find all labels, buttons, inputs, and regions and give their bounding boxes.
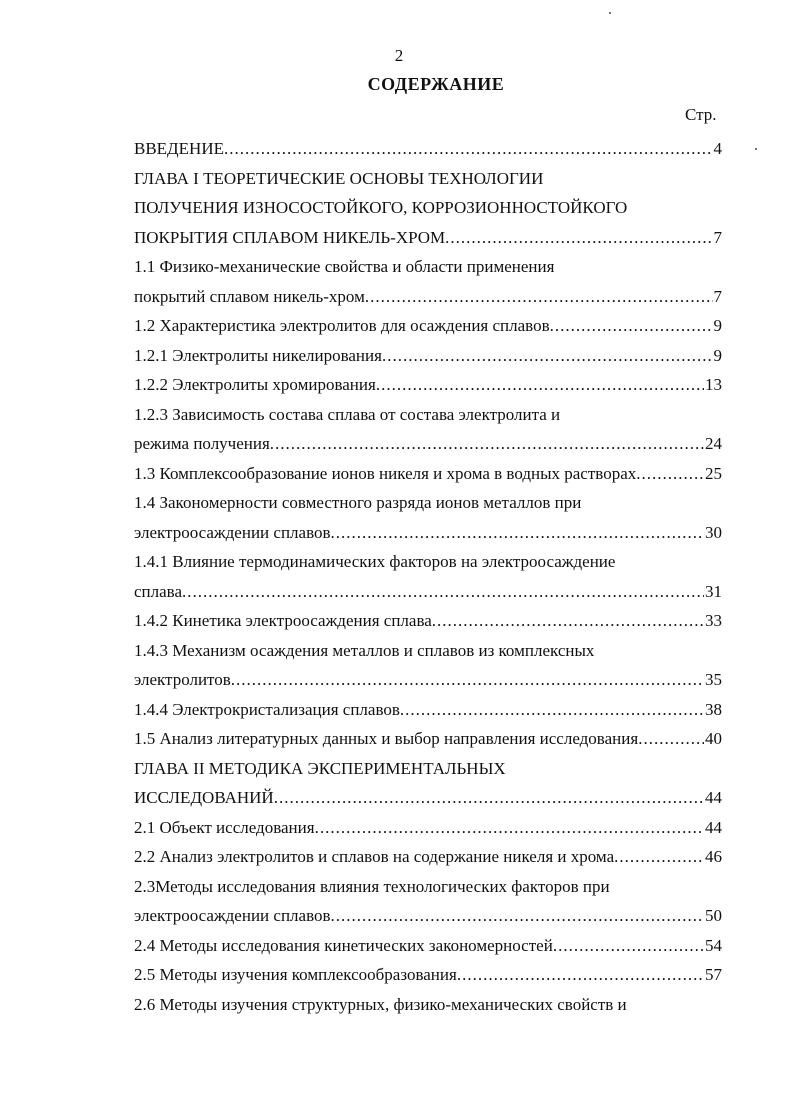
toc-entry-text: ПОКРЫТИЯ СПЛАВОМ НИКЕЛЬ-ХРОМ <box>134 227 446 247</box>
toc-entry-text: 2.6 Методы изучения структурных, физико-механических свойств и <box>134 994 627 1014</box>
toc-entry <box>134 164 722 194</box>
toc-entry-text: ИССЛЕДОВАНИЙ <box>134 788 274 807</box>
toc-entry <box>134 960 722 990</box>
toc-page-number: 44 <box>705 788 722 807</box>
toc-entry-text: 1.4.2 Кинетика электроосаждения сплава <box>134 611 432 630</box>
toc-entry <box>134 606 722 636</box>
toc-entry-text: 1.2.1 Электролиты никелирования <box>134 345 382 365</box>
page-title: СОДЕРЖАНИЕ <box>367 74 505 94</box>
dot-leader <box>270 429 704 459</box>
toc-entry-text: 1.2.3 Зависимость состава сплава от состава электролита и <box>134 404 561 424</box>
toc-entry-text: 1.2.2 Электролиты хромирования <box>134 375 376 394</box>
toc-entry <box>134 724 722 754</box>
dot-leader <box>432 606 704 636</box>
toc-entry-text: 1.3 Комплексообразование ионов никеля и хрома в водных растворах <box>134 463 637 483</box>
toc-entry-text: 1.5 Анализ литературных данных и выбор направления исследования <box>134 729 639 748</box>
toc-page-number: 33 <box>705 611 722 630</box>
dot-leader <box>638 724 704 754</box>
toc-entry <box>134 577 722 607</box>
toc-entry <box>134 488 722 518</box>
toc-entry <box>134 429 722 459</box>
scan-speck <box>609 12 611 14</box>
toc-entry <box>134 901 722 931</box>
toc-entry <box>134 695 722 725</box>
toc-entry <box>134 134 722 164</box>
toc-entry <box>134 282 722 312</box>
toc-entry-text: 1.4.1 Влияние термодинамических факторов на электроосаждение <box>134 552 616 571</box>
toc-entry <box>134 813 722 843</box>
toc-entry-text: электроосаждении сплавов <box>134 906 331 925</box>
toc-entry-text: 1.1 Физико-механические свойства и области применения <box>134 257 555 276</box>
toc-page-number: 35 <box>705 670 722 689</box>
toc-entry <box>134 783 722 813</box>
toc-entry <box>134 341 722 371</box>
dot-leader <box>400 695 704 725</box>
toc-entry-text: 1.4.4 Электрокристализация сплавов <box>134 699 400 719</box>
toc-page-number: 24 <box>705 434 722 453</box>
page-number: 2 <box>394 46 404 65</box>
dot-leader <box>331 901 704 931</box>
toc-entry <box>134 931 722 961</box>
toc-entry <box>134 754 722 784</box>
toc-entry-text: 2.4 Методы исследования кинетических закономерностей <box>134 935 553 955</box>
dot-leader <box>382 341 713 371</box>
toc-entry-text: ВВЕДЕНИЕ <box>134 139 224 158</box>
dot-leader <box>550 311 713 341</box>
toc-page-number: 30 <box>705 522 722 542</box>
toc-entry <box>134 252 722 282</box>
toc-page-number: 50 <box>705 906 722 925</box>
toc-page-number: 44 <box>705 817 722 837</box>
toc-entry <box>134 370 722 400</box>
toc-entry-text: покрытий сплавом никель-хром <box>134 286 365 306</box>
toc-entry-text: режима получения <box>134 434 270 453</box>
toc-entry <box>134 193 722 223</box>
toc-entry-text: ПОЛУЧЕНИЯ ИЗНОСОСТОЙКОГО, КОРРОЗИОННОСТОЙКОГО <box>134 198 628 217</box>
dot-leader <box>274 783 704 813</box>
table-of-contents <box>134 134 722 1019</box>
toc-entry-text: 2.2 Анализ электролитов и сплавов на содержание никеля и хрома <box>134 847 615 866</box>
toc-entry-text: 2.5 Методы изучения комплексообразования <box>134 965 457 984</box>
dot-leader <box>224 134 713 164</box>
toc-entry-text: 2.3Методы исследования влияния технологических факторов при <box>134 876 610 896</box>
toc-entry-text: электроосаждении сплавов <box>134 522 331 542</box>
toc-entry <box>134 518 722 548</box>
toc-entry-text: 1.4.3 Механизм осаждения металлов и сплавов из комплексных <box>134 640 595 660</box>
toc-page-number: 13 <box>705 375 722 394</box>
dot-leader <box>365 282 713 312</box>
toc-entry-text: 1.4 Закономерности совместного разряда ионов металлов при <box>134 493 582 512</box>
dot-leader <box>553 931 704 961</box>
toc-entry-text: ГЛАВА II МЕТОДИКА ЭКСПЕРИМЕНТАЛЬНЫХ <box>134 758 506 778</box>
dot-leader <box>331 518 704 548</box>
dot-leader <box>614 842 704 872</box>
toc-entry-text: 2.1 Объект исследования <box>134 817 315 837</box>
toc-entry-text: электролитов <box>134 670 231 689</box>
toc-page-number: 57 <box>705 965 722 984</box>
dot-leader <box>315 813 704 843</box>
toc-entry <box>134 459 722 489</box>
toc-entry-text: 1.2 Характеристика электролитов для осаждения сплавов <box>134 316 550 335</box>
dot-leader <box>231 665 704 695</box>
toc-page-number: 54 <box>705 935 722 955</box>
toc-entry-text: сплава <box>134 581 183 601</box>
toc-page-number: 9 <box>713 316 722 335</box>
toc-entry <box>134 223 722 253</box>
toc-entry <box>134 990 722 1020</box>
scan-speck <box>755 148 757 150</box>
dot-leader <box>445 223 712 253</box>
toc-entry <box>134 665 722 695</box>
toc-page-number: 4 <box>713 139 722 158</box>
dot-leader <box>457 960 704 990</box>
toc-page-number: 46 <box>705 847 722 866</box>
dot-leader <box>376 370 704 400</box>
toc-entry <box>134 842 722 872</box>
toc-page-number: 9 <box>713 345 722 365</box>
toc-entry <box>134 311 722 341</box>
toc-page-number: 40 <box>705 729 722 748</box>
toc-page-number: 7 <box>713 227 722 247</box>
toc-page-number: 31 <box>705 581 722 601</box>
toc-entry <box>134 547 722 577</box>
toc-page-number: 25 <box>705 463 722 483</box>
page-column-label: Стр. <box>685 105 717 124</box>
toc-entry-text: ГЛАВА I ТЕОРЕТИЧЕСКИЕ ОСНОВЫ ТЕХНОЛОГИИ <box>134 168 544 188</box>
toc-entry <box>134 872 722 902</box>
toc-page-number: 7 <box>713 286 722 306</box>
toc-page-number: 38 <box>705 699 722 719</box>
dot-leader <box>182 577 704 607</box>
toc-entry <box>134 636 722 666</box>
toc-entry <box>134 400 722 430</box>
dot-leader <box>636 459 704 489</box>
